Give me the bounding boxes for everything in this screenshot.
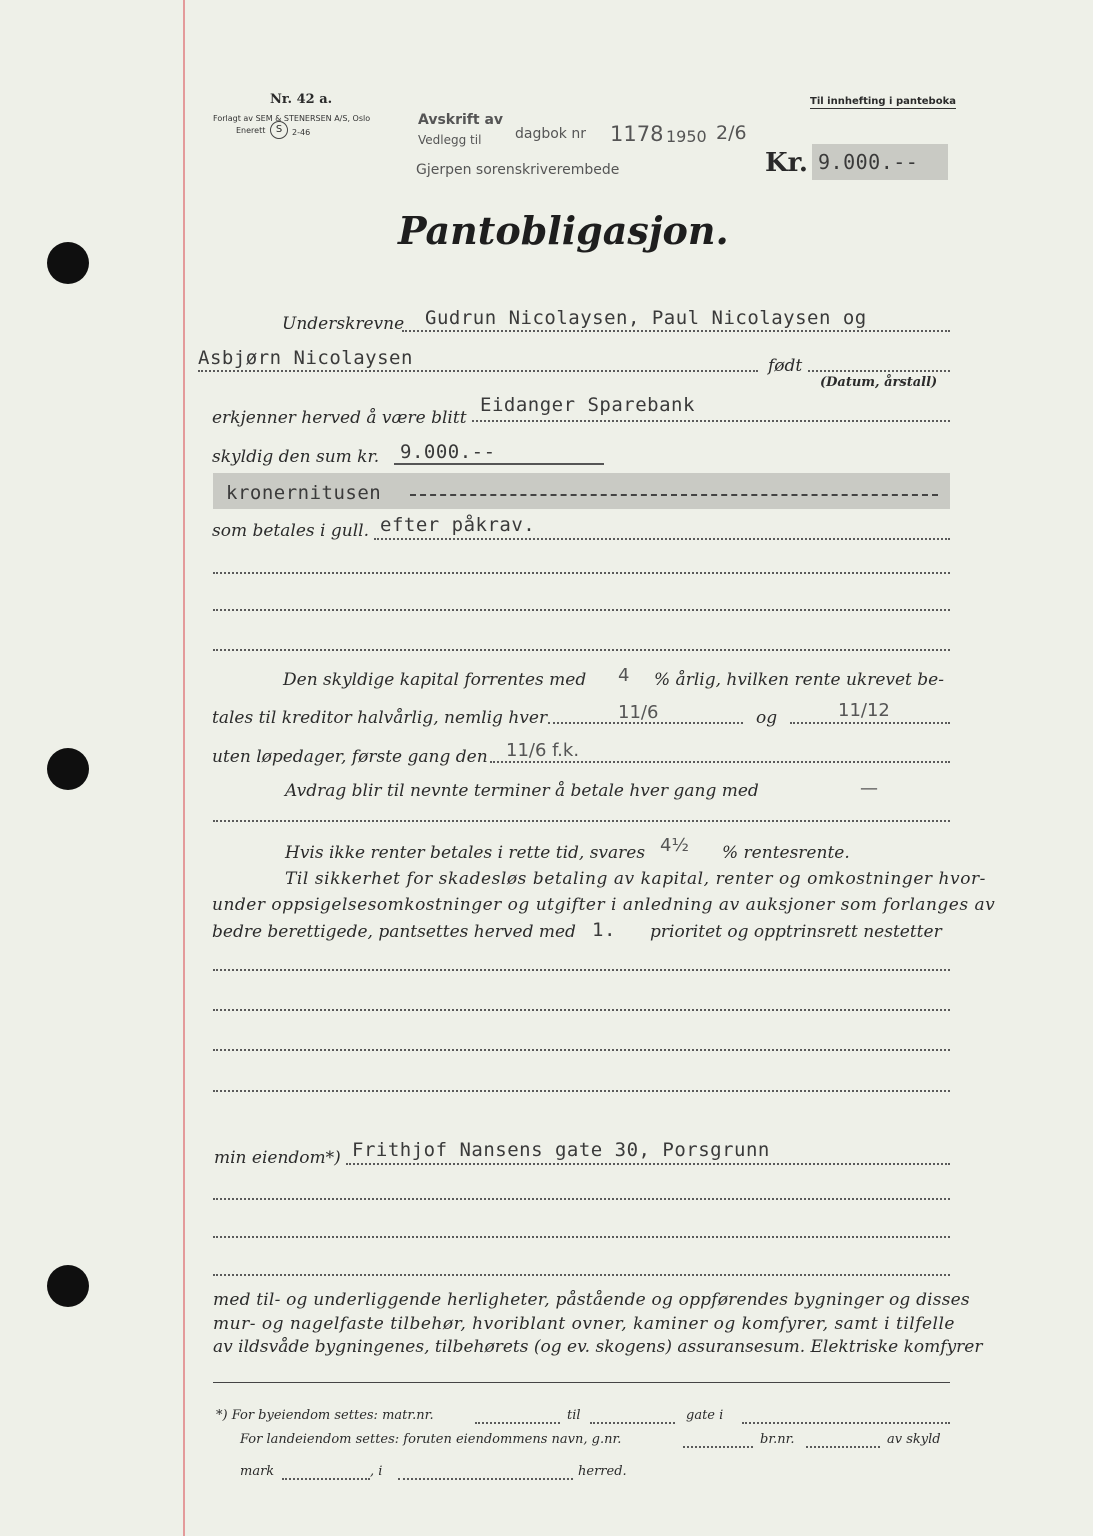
footnote-til: til (567, 1408, 581, 1423)
property-rule-2 (213, 1198, 950, 1200)
undersigned-label: Underskrevne (282, 314, 405, 334)
dagbok-year: 1950 (666, 127, 707, 146)
footnote-brnr: br.nr. (760, 1432, 795, 1447)
stamp-vedlegg: Vedlegg til (418, 133, 482, 147)
born-rule (808, 370, 950, 372)
blank-rule-2 (213, 609, 950, 611)
security-line-3a: bedre berettigede, pantsettes herved med (212, 922, 576, 942)
footnote-i: , i (370, 1464, 383, 1479)
security-line-2: under oppsigelsesomkostninger og utgifter i anledning av auksjoner som forlanges av (212, 895, 996, 915)
born-label: født (768, 356, 803, 376)
creditor-label: erkjenner herved å være blitt (212, 408, 467, 428)
interest-line-4: Avdrag blir til nevnte terminer å betale hver gang med (285, 781, 759, 801)
sum-value: 9.000.-- (400, 441, 496, 463)
footnote-skyld: av skyld (887, 1432, 941, 1447)
property-label: min eiendom*) (214, 1148, 341, 1168)
form-number: Nr. 42 a. (270, 92, 333, 107)
footnote-mark: mark (240, 1464, 275, 1479)
born-hint: (Datum, årstall) (820, 375, 938, 390)
interest-first-date: 11/6 f.k. (506, 740, 580, 761)
publisher-logo-icon: S (270, 121, 288, 139)
clause-line-3: av ildsvåde bygningenes, tilbehørets (og ev. skogens) assuransesum. Elektriske komfyrer (213, 1337, 983, 1357)
fn-til-rule (590, 1422, 675, 1424)
punch-hole-1 (47, 242, 89, 284)
first-date-rule (490, 761, 950, 763)
creditor-value: Eidanger Sparebank (480, 394, 695, 416)
installment-value: — (860, 778, 878, 799)
property-rule (346, 1163, 950, 1165)
kr-amount: 9.000.-- (818, 150, 919, 174)
interest-line-1b: % årlig, hvilken rente ukrevet be- (654, 670, 944, 690)
debtors-line-2-rule (198, 370, 758, 372)
interest-line-5a: Hvis ikke renter betales i rette tid, svares (285, 843, 646, 863)
document-title: Pantobligasjon. (398, 208, 729, 253)
office-stamp: Gjerpen sorenskriverembede (416, 162, 620, 178)
sum-words-dash (410, 494, 938, 496)
clause-line-2: mur- og nagelfaste tilbehør, hvoriblant ovner, kaminer og komfyrer, samt i tilfelle (213, 1314, 955, 1334)
interest-line-1a: Den skyldige kapital forrentes med (283, 670, 587, 690)
creditor-rule (472, 420, 950, 422)
property-rule-3 (213, 1236, 950, 1238)
blank-rule-1 (213, 572, 950, 574)
payment-value: efter påkrav. (380, 514, 536, 536)
fn-matr-rule (475, 1422, 560, 1424)
security-line-3b: prioritet og opptrinsrett nestetter (650, 922, 942, 942)
penalty-rate: 4½ (660, 835, 689, 856)
fn-gate-rule (742, 1422, 950, 1424)
priority-value: 1. (592, 919, 616, 941)
fn-gnr-rule (683, 1446, 753, 1448)
security-rule-2 (213, 1009, 950, 1011)
interest-rate: 4 (618, 665, 630, 686)
footnote-gate: gate i (686, 1408, 724, 1423)
kr-label: Kr. (765, 148, 808, 178)
sum-underline (394, 463, 604, 465)
clause-line-1: med til- og underliggende herligheter, påstående og oppførendes bygninger og disses (213, 1290, 970, 1310)
punch-hole-2 (47, 748, 89, 790)
fn-brnr-rule (806, 1446, 880, 1448)
footnote-herred: herred. (578, 1464, 627, 1479)
security-rule-4 (213, 1090, 950, 1092)
footnote-line-2a: For landeiendom settes: foruten eiendommens navn, g.nr. (240, 1432, 622, 1447)
stamp-avskrift: Avskrift av (418, 112, 504, 128)
publisher-enerett: Enerett (236, 126, 266, 135)
property-rule-4 (213, 1274, 950, 1276)
debtors-line-1: Gudrun Nicolaysen, Paul Nicolaysen og (425, 307, 867, 329)
stamp-dagbok: dagbok nr (515, 126, 586, 142)
security-line-1: Til sikkerhet for skadesløs betaling av kapital, renter og omkostninger hvor- (285, 869, 986, 889)
footnote-line-1a: *) For byeiendom settes: matr.nr. (216, 1408, 434, 1423)
interest-date-1: 11/6 (618, 702, 659, 723)
date2-rule (790, 722, 950, 724)
interest-line-2a: tales til kreditor halvårlig, nemlig hver (212, 708, 548, 728)
interest-date-2: 11/12 (838, 700, 890, 721)
property-value: Frithjof Nansens gate 30, Porsgrunn (352, 1139, 770, 1161)
fn-i-rule (398, 1478, 573, 1480)
publisher-line-1: Forlagt av SEM & STENERSEN A/S, Oslo (213, 114, 371, 123)
security-rule-3 (213, 1049, 950, 1051)
publisher-date: 2-46 (292, 128, 311, 137)
interest-og: og (756, 708, 778, 728)
dagbok-number: 1178 (610, 122, 664, 146)
sum-in-words: kronernitusen (226, 482, 382, 504)
interest-line-5b: % rentesrente. (722, 843, 850, 863)
security-rule-1 (213, 969, 950, 971)
margin-rule (183, 0, 185, 1536)
interest-line-3a: uten løpedager, første gang den (212, 747, 488, 767)
payment-label: som betales i gull. (212, 521, 369, 541)
blank-rule-3 (213, 649, 950, 651)
dagbok-date: 2/6 (716, 122, 747, 144)
punch-hole-3 (47, 1265, 89, 1307)
fn-mark-rule (282, 1478, 370, 1480)
debtors-line-1-rule (402, 330, 950, 332)
footnote-divider (213, 1382, 950, 1383)
sum-label: skyldig den sum kr. (212, 447, 380, 467)
payment-rule (374, 538, 950, 540)
installment-rule (213, 820, 950, 822)
debtors-line-2: Asbjørn Nicolaysen (198, 347, 413, 369)
filing-note: Til innhefting i panteboka (810, 96, 956, 107)
